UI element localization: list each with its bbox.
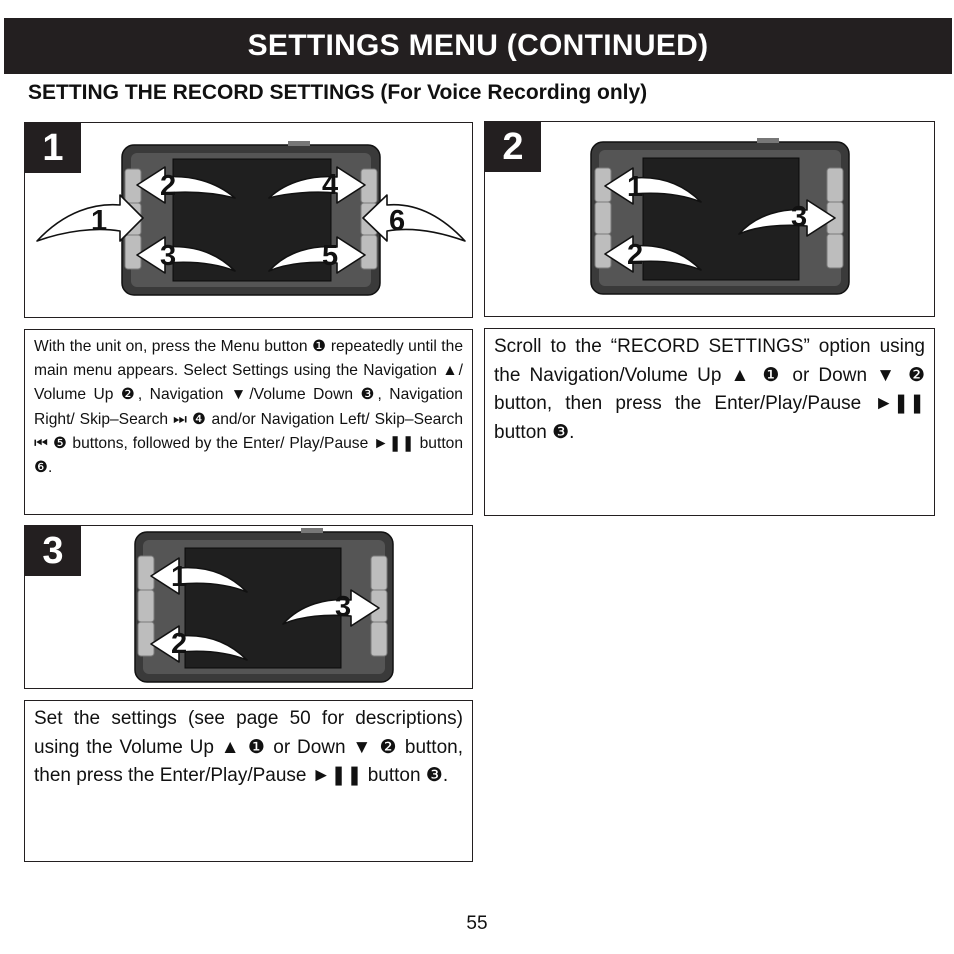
left-button-middle: [595, 202, 611, 234]
step-1-text: With the unit on, press the Menu button ❶ repeatedly until the main menu appears. Select Settings using the Navigation ▲/ Volume Up ❷, Navigation ▼/Volume Down ❸, Navigation Right/ Skip–Search ⏭ ❹ and/or Navigation Left/ Skip–Search ⏮ ❺ buttons, followed by the Enter/ Play/Pause ►❚❚ button ❻.: [34, 338, 463, 477]
step-1-illustration: [24, 122, 473, 318]
svg-text:3: 3: [160, 240, 177, 272]
right-button-bottom: [361, 235, 377, 269]
svg-text:5: 5: [322, 240, 339, 272]
right-button-bottom: [827, 234, 843, 268]
svg-text:1: 1: [171, 561, 188, 593]
svg-text:6: 6: [389, 205, 406, 237]
right-button-top: [827, 168, 843, 202]
step-1-number: 1: [25, 123, 81, 173]
svg-text:3: 3: [791, 201, 808, 233]
section-subtitle: SETTING THE RECORD SETTINGS (For Voice Recording only): [28, 81, 648, 104]
svg-text:2: 2: [171, 628, 188, 660]
svg-text:1: 1: [91, 205, 108, 237]
svg-text:4: 4: [322, 169, 339, 201]
step-2-text: Scroll to the “RECORD SETTINGS” option using the Navigation/Volume Up ▲ ❶ or Down ▼ ❷ button, then press the Enter/Play/Pause ►❚❚ button ❸.: [494, 336, 925, 443]
device-illustration-3: [25, 526, 473, 689]
left-button-middle: [138, 590, 154, 622]
device-illustration-1: [25, 123, 473, 318]
svg-text:3: 3: [335, 591, 352, 623]
left-button-top: [138, 556, 154, 590]
right-button-bottom: [371, 622, 387, 656]
step-2-number: 2: [485, 122, 541, 172]
callout-arrow-1: [37, 195, 143, 241]
right-button-top: [371, 556, 387, 590]
step-1-instructions: [24, 329, 473, 515]
step-2-illustration: [484, 121, 935, 317]
step-3-instructions: [24, 700, 473, 862]
step-3-text: Set the settings (see page 50 for descriptions) using the Volume Up ▲ ❶ or Down ▼ ❷ button, then press the Enter/Play/Pause ►❚❚ button ❸.: [34, 708, 463, 786]
page-title: SETTINGS MENU (CONTINUED): [4, 18, 952, 74]
page-number: 55: [466, 913, 488, 934]
svg-text:2: 2: [627, 239, 644, 271]
left-button-bottom: [125, 235, 141, 269]
device-illustration-2: [485, 122, 935, 317]
step-2-instructions: [484, 328, 935, 516]
svg-text:1: 1: [627, 171, 644, 203]
step-3-number: 3: [25, 526, 81, 576]
left-button-bottom: [138, 622, 154, 656]
step-3-illustration: [24, 525, 473, 689]
svg-text:2: 2: [160, 170, 177, 202]
